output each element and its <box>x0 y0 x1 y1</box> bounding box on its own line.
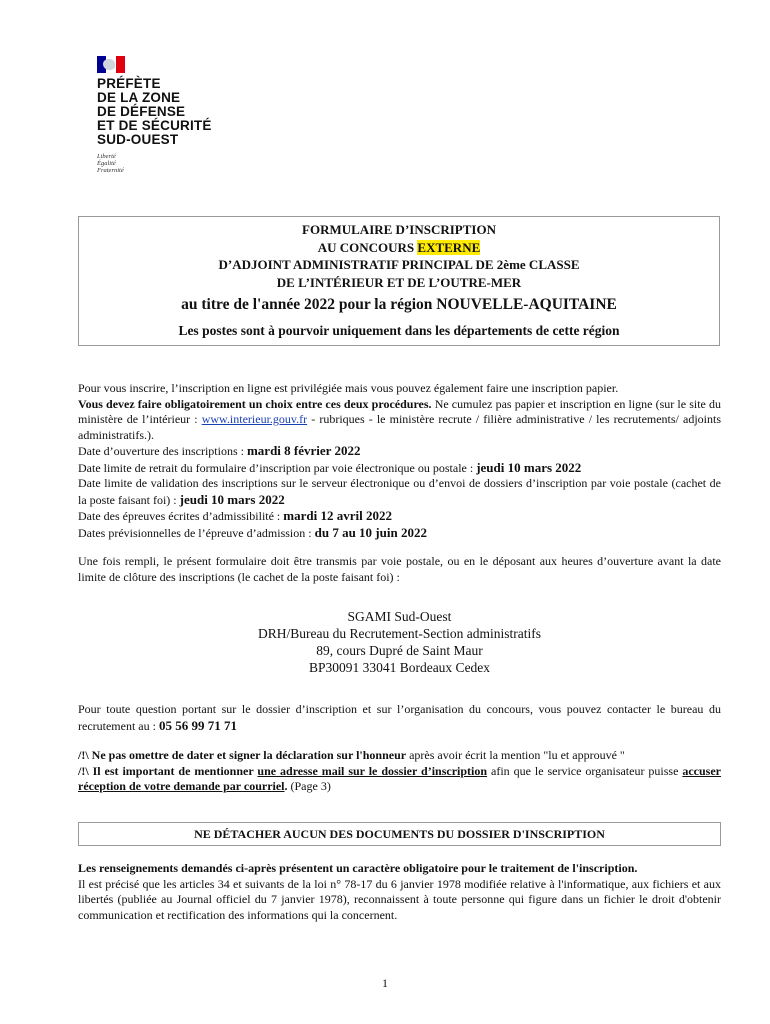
warning-sign-rest: après avoir écrit la mention "lu et approuvé " <box>406 748 625 762</box>
org-line: DE DÉFENSE <box>97 104 186 119</box>
date-label: Date limite de validation des inscriptions sur le serveur électronique ou d’envoi de dossiers d’inscription par voie postale (cachet de la poste faisant foi) : <box>78 476 721 507</box>
warning-email-page: (Page 3) <box>287 779 331 793</box>
date-value: du 7 au 10 juin 2022 <box>314 524 427 540</box>
date-value: jeudi 10 mars 2022 <box>476 459 582 475</box>
address-line: 89, cours Dupré de Saint Maur <box>316 643 483 658</box>
motto <box>97 153 212 174</box>
date-admission <box>78 525 721 542</box>
intro-p2-end: - rubriques - le ministère recrute / filière administrative / les recrutements/ adjoints administratifs.). <box>78 412 721 442</box>
contact-phone: 05 56 99 71 71 <box>158 717 237 733</box>
org-line: PRÉFÈTE <box>97 76 161 91</box>
warning-email-bold: /!\ Il est important de mentionner <box>78 763 258 778</box>
info-section <box>78 861 721 923</box>
warning-email-end: . <box>284 779 288 793</box>
date-retrait <box>78 460 721 477</box>
info-text: Il est précisé que les articles 34 et suivants de la loi n° 78-17 du 6 janvier 1978 modifiée relative à l'informatique, aux fichiers et aux libertés (publiée au Journal officiel du 7 janvier 1978), reconnaissent à toute personne qui figure dans un fichier le droit d'obtenir communication et rectification des informations qui la concernent. <box>78 876 721 922</box>
intro-section <box>78 381 721 541</box>
title-postes: Les postes sont à pourvoir uniquement dans les départements de cette région <box>178 323 620 338</box>
prefecture-logo <box>97 56 212 174</box>
date-ecrits <box>78 508 721 525</box>
motto-line: Égalité <box>97 160 116 167</box>
contact-paragraph <box>78 702 721 734</box>
title-line-3: D’ADJOINT ADMINISTRATIF PRINCIPAL DE 2ème CLASSE <box>218 257 580 272</box>
interieur-link[interactable]: www.interieur.gouv.fr <box>201 412 308 426</box>
address-block <box>78 608 721 676</box>
title-line-4: DE L’INTÉRIEUR ET DE L’OUTRE-MER <box>276 274 522 290</box>
date-value: mardi 8 février 2022 <box>246 443 361 458</box>
transmit-paragraph: Une fois rempli, le présent formulaire doit être transmis par voie postale, ou en le déposant aux heures d’ouverture avant la date limite de clôture des inscriptions (le cachet de la poste faisant foi) : <box>78 554 721 584</box>
org-line: SUD-OUEST <box>97 132 179 147</box>
title-line-1: FORMULAIRE D’INSCRIPTION <box>302 222 496 237</box>
title-year-region: au titre de l'année 2022 pour la région NOUVELLE-AQUITAINE <box>181 296 617 313</box>
intro-p2-bold: Vous devez faire obligatoirement un choix entre ces deux procédures. <box>78 396 432 411</box>
date-label: Date limite de retrait du formulaire d’inscription par voie électronique ou postale : <box>78 460 477 475</box>
date-label: Dates prévisionnelles de l’épreuve d’admission : <box>78 525 315 540</box>
address-line: BP30091 33041 Bordeaux Cedex <box>308 660 491 675</box>
address-line: DRH/Bureau du Recrutement-Section administratifs <box>257 626 542 641</box>
warning-sign <box>78 748 721 764</box>
warning-email-underline: une adresse mail sur le dossier d’inscription <box>257 763 488 778</box>
date-value: mardi 12 avril 2022 <box>283 508 392 523</box>
intro-p2 <box>78 397 721 444</box>
warning-sign-bold: /!\ Ne pas omettre de dater et signer la déclaration sur l'honneur <box>78 748 407 762</box>
intro-p1: Pour vous inscrire, l’inscription en ligne est privilégiée mais vous pouvez également faire une inscription papier. <box>78 381 619 395</box>
intro-p2-rest: Ne cumulez pas papier et inscription en ligne (sur le site du ministère de l’intérieur : <box>78 396 721 426</box>
title-box <box>78 216 720 346</box>
title-line-2 <box>79 239 719 257</box>
warning-email-underline-2: accuser réception de votre demande par courriel <box>78 763 722 793</box>
page-number: 1 <box>382 976 388 990</box>
org-line: ET DE SÉCURITÉ <box>97 118 212 133</box>
date-validation <box>78 476 721 508</box>
date-label: Date des épreuves écrites d’admissibilité : <box>78 509 284 523</box>
no-detach-banner: NE DÉTACHER AUCUN DES DOCUMENTS DU DOSSIER D'INSCRIPTION <box>78 822 721 846</box>
date-value: jeudi 10 mars 2022 <box>179 491 285 507</box>
marianne-flag-icon <box>97 56 125 73</box>
motto-line: Liberté <box>97 153 116 160</box>
date-opening <box>78 443 721 460</box>
warnings-section <box>78 748 721 795</box>
address-line: SGAMI Sud-Ouest <box>347 609 452 624</box>
contact-text: Pour toute question portant sur le dossier d’inscription et sur l’organisation du concours, vous pouvez contacter le bureau du recrutement au : <box>78 702 721 733</box>
org-name <box>97 77 212 147</box>
date-label: Date d’ouverture des inscriptions : <box>78 444 247 458</box>
org-line: DE LA ZONE <box>97 90 181 105</box>
title-highlight: EXTERNE <box>417 239 481 255</box>
motto-line: Fraternité <box>97 167 124 174</box>
warning-email-mid: afin que le service organisateur puisse <box>487 763 683 778</box>
info-bold: Les renseignements demandés ci-après présentent un caractère obligatoire pour le traitement de l'inscription. <box>78 861 638 875</box>
warning-email <box>78 764 721 795</box>
title-line-2-pre: AU CONCOURS <box>317 239 418 255</box>
